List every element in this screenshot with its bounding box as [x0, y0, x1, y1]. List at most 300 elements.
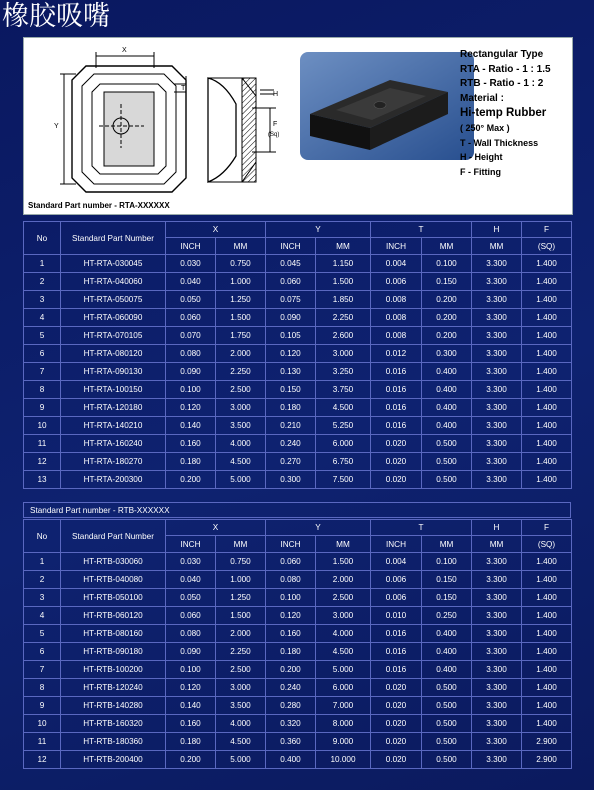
header-h: H	[472, 520, 522, 536]
cell-x-mm: 2.500	[216, 661, 266, 679]
cell-f-sq: 1.400	[522, 273, 572, 291]
cell-y-inch: 0.240	[266, 679, 316, 697]
cell-x-inch: 0.200	[166, 751, 216, 769]
cell-h-mm: 3.300	[472, 309, 522, 327]
cell-y-inch: 0.400	[266, 751, 316, 769]
cell-t-mm: 0.400	[422, 625, 472, 643]
cell-h-mm: 3.300	[472, 607, 522, 625]
cell-y-mm: 10.000	[316, 751, 371, 769]
cell-no: 3	[24, 291, 61, 309]
cell-no: 4	[24, 607, 61, 625]
header-f-sq: (SQ)	[522, 238, 572, 255]
cell-h-mm: 3.300	[472, 345, 522, 363]
cell-part-number: HT-RTB-160320	[61, 715, 166, 733]
cell-f-sq: 1.400	[522, 607, 572, 625]
cell-x-inch: 0.060	[166, 309, 216, 327]
cell-f-sq: 1.400	[522, 679, 572, 697]
cell-t-mm: 0.500	[422, 697, 472, 715]
cell-f-sq: 1.400	[522, 471, 572, 489]
cell-y-inch: 0.320	[266, 715, 316, 733]
header-x: X	[166, 222, 266, 238]
cell-f-sq: 1.400	[522, 417, 572, 435]
cell-y-mm: 3.750	[316, 381, 371, 399]
cell-x-mm: 3.500	[216, 697, 266, 715]
cell-t-inch: 0.004	[371, 553, 422, 571]
cell-y-mm: 5.250	[316, 417, 371, 435]
cell-f-sq: 1.400	[522, 327, 572, 345]
cell-no: 1	[24, 255, 61, 273]
product-info-panel	[23, 37, 573, 215]
header-f: F	[522, 222, 572, 238]
cell-no: 12	[24, 453, 61, 471]
cell-t-inch: 0.020	[371, 733, 422, 751]
cell-x-mm: 4.500	[216, 453, 266, 471]
rta-table-row	[24, 381, 572, 399]
cell-part-number: HT-RTB-040080	[61, 571, 166, 589]
cell-part-number: HT-RTA-060090	[61, 309, 166, 327]
cell-t-inch: 0.012	[371, 345, 422, 363]
cell-t-inch: 0.020	[371, 453, 422, 471]
cell-x-mm: 3.500	[216, 417, 266, 435]
cell-x-inch: 0.160	[166, 435, 216, 453]
cell-y-inch: 0.300	[266, 471, 316, 489]
cell-no: 2	[24, 273, 61, 291]
cell-y-inch: 0.270	[266, 453, 316, 471]
side-view-drawing	[208, 78, 279, 182]
cell-h-mm: 3.300	[472, 399, 522, 417]
spec-rtb-ratio: RTB - Ratio - 1 : 2	[460, 78, 544, 90]
cell-part-number: HT-RTA-160240	[61, 435, 166, 453]
cell-h-mm: 3.300	[472, 715, 522, 733]
spec-type: Rectangular Type	[460, 49, 544, 60]
cell-no: 10	[24, 417, 61, 435]
header-x: X	[166, 520, 266, 536]
cell-no: 9	[24, 399, 61, 417]
cell-t-inch: 0.016	[371, 625, 422, 643]
header-t-inch: INCH	[371, 238, 422, 255]
cell-h-mm: 3.300	[472, 435, 522, 453]
cell-x-inch: 0.090	[166, 643, 216, 661]
cell-h-mm: 3.300	[472, 453, 522, 471]
cell-x-inch: 0.040	[166, 273, 216, 291]
cell-part-number: HT-RTA-080120	[61, 345, 166, 363]
cell-no: 4	[24, 309, 61, 327]
rtb-table-row	[24, 751, 572, 769]
cell-no: 7	[24, 363, 61, 381]
cell-t-inch: 0.008	[371, 309, 422, 327]
cell-x-inch: 0.140	[166, 697, 216, 715]
cell-h-mm: 3.300	[472, 327, 522, 345]
cell-x-inch: 0.140	[166, 417, 216, 435]
cell-f-sq: 1.400	[522, 715, 572, 733]
cell-x-mm: 1.750	[216, 327, 266, 345]
cell-y-mm: 3.000	[316, 607, 371, 625]
cell-t-mm: 0.500	[422, 715, 472, 733]
cell-no: 5	[24, 625, 61, 643]
spec-rta-ratio: RTA - Ratio - 1 : 1.5	[460, 63, 551, 75]
cell-y-inch: 0.360	[266, 733, 316, 751]
cell-f-sq: 1.400	[522, 625, 572, 643]
cell-part-number: HT-RTA-050075	[61, 291, 166, 309]
cell-y-mm: 6.000	[316, 435, 371, 453]
cell-x-mm: 4.000	[216, 435, 266, 453]
cell-y-mm: 4.000	[316, 625, 371, 643]
cell-t-mm: 0.250	[422, 607, 472, 625]
rta-table-row	[24, 363, 572, 381]
rta-table-row	[24, 273, 572, 291]
header-t-inch: INCH	[371, 536, 422, 553]
rta-table-row	[24, 327, 572, 345]
cell-t-mm: 0.150	[422, 589, 472, 607]
rta-table-row	[24, 417, 572, 435]
cell-y-mm: 6.000	[316, 679, 371, 697]
cell-x-inch: 0.050	[166, 589, 216, 607]
cell-t-mm: 0.500	[422, 679, 472, 697]
cell-y-inch: 0.060	[266, 273, 316, 291]
page-title: 橡胶吸嘴	[2, 1, 110, 32]
cell-x-inch: 0.090	[166, 363, 216, 381]
cell-t-inch: 0.020	[371, 697, 422, 715]
cell-t-inch: 0.006	[371, 571, 422, 589]
rtb-table-row	[24, 715, 572, 733]
drawing-label-h: H	[273, 91, 279, 98]
spec-h-definition: H - Height	[460, 152, 503, 163]
cell-x-inch: 0.100	[166, 661, 216, 679]
spec-t-definition: T - Wall Thickness	[460, 137, 539, 148]
cell-y-inch: 0.200	[266, 661, 316, 679]
cell-part-number: HT-RTB-180360	[61, 733, 166, 751]
cell-no: 8	[24, 679, 61, 697]
header-f: F	[522, 520, 572, 536]
drawing-label-f: F	[273, 121, 278, 128]
cell-f-sq: 1.400	[522, 697, 572, 715]
cell-t-inch: 0.006	[371, 273, 422, 291]
cell-h-mm: 3.300	[472, 471, 522, 489]
cell-t-mm: 0.200	[422, 327, 472, 345]
header-y: Y	[266, 520, 371, 536]
cell-no: 10	[24, 715, 61, 733]
cell-x-mm: 3.000	[216, 399, 266, 417]
cell-t-inch: 0.016	[371, 661, 422, 679]
cell-f-sq: 1.400	[522, 661, 572, 679]
cell-x-mm: 1.500	[216, 309, 266, 327]
rta-table-row	[24, 471, 572, 489]
rtb-table-row	[24, 733, 572, 751]
cell-t-mm: 0.400	[422, 363, 472, 381]
cell-part-number: HT-RTA-180270	[61, 453, 166, 471]
cell-part-number: HT-RTB-030060	[61, 553, 166, 571]
rtb-table-row	[24, 589, 572, 607]
rtb-table-row	[24, 661, 572, 679]
header-y-inch: INCH	[266, 536, 316, 553]
cell-t-mm: 0.150	[422, 571, 472, 589]
drawing-label-x: X	[122, 47, 127, 54]
cell-h-mm: 3.300	[472, 643, 522, 661]
cell-t-inch: 0.016	[371, 381, 422, 399]
cell-part-number: HT-RTB-200400	[61, 751, 166, 769]
cell-y-inch: 0.075	[266, 291, 316, 309]
cell-t-mm: 0.500	[422, 471, 472, 489]
rta-table-row	[24, 255, 572, 273]
header-x-inch: INCH	[166, 536, 216, 553]
cell-f-sq: 2.900	[522, 733, 572, 751]
drawing-label-sq: (Sq)	[268, 132, 280, 138]
cell-y-inch: 0.120	[266, 607, 316, 625]
cell-x-inch: 0.030	[166, 255, 216, 273]
cell-x-mm: 3.000	[216, 679, 266, 697]
cell-t-mm: 0.500	[422, 453, 472, 471]
product-photo	[300, 52, 474, 160]
cell-no: 11	[24, 435, 61, 453]
rtb-table-row	[24, 571, 572, 589]
cell-t-inch: 0.008	[371, 291, 422, 309]
cell-x-inch: 0.050	[166, 291, 216, 309]
rtb-table-row	[24, 607, 572, 625]
cell-t-inch: 0.016	[371, 417, 422, 435]
cell-part-number: HT-RTA-140210	[61, 417, 166, 435]
cell-t-inch: 0.010	[371, 607, 422, 625]
cell-y-mm: 2.000	[316, 571, 371, 589]
cell-y-mm: 4.500	[316, 643, 371, 661]
cell-t-mm: 0.400	[422, 661, 472, 679]
cell-y-inch: 0.130	[266, 363, 316, 381]
cell-h-mm: 3.300	[472, 661, 522, 679]
cell-y-mm: 1.500	[316, 553, 371, 571]
cell-x-mm: 1.000	[216, 273, 266, 291]
header-no: No	[24, 222, 61, 255]
cell-part-number: HT-RTB-060120	[61, 607, 166, 625]
cell-x-mm: 5.000	[216, 751, 266, 769]
cell-x-inch: 0.030	[166, 553, 216, 571]
cell-y-inch: 0.105	[266, 327, 316, 345]
cell-x-inch: 0.060	[166, 607, 216, 625]
cell-part-number: HT-RTA-200300	[61, 471, 166, 489]
cell-t-mm: 0.100	[422, 553, 472, 571]
cell-no: 9	[24, 697, 61, 715]
cell-x-mm: 2.500	[216, 381, 266, 399]
cell-y-inch: 0.045	[266, 255, 316, 273]
cell-y-inch: 0.240	[266, 435, 316, 453]
cell-f-sq: 1.400	[522, 453, 572, 471]
cell-f-sq: 1.400	[522, 363, 572, 381]
rta-table-row	[24, 309, 572, 327]
cell-f-sq: 1.400	[522, 381, 572, 399]
rtb-table-row	[24, 643, 572, 661]
rta-part-number-note: Standard Part number - RTA-XXXXXX	[28, 201, 170, 210]
cell-h-mm: 3.300	[472, 733, 522, 751]
cell-t-mm: 0.500	[422, 435, 472, 453]
cell-x-inch: 0.080	[166, 625, 216, 643]
cell-h-mm: 3.300	[472, 273, 522, 291]
cell-y-mm: 8.000	[316, 715, 371, 733]
cell-t-mm: 0.200	[422, 309, 472, 327]
cell-no: 6	[24, 345, 61, 363]
cell-h-mm: 3.300	[472, 553, 522, 571]
rta-table-row	[24, 435, 572, 453]
cell-part-number: HT-RTA-120180	[61, 399, 166, 417]
cell-f-sq: 1.400	[522, 571, 572, 589]
cell-f-sq: 1.400	[522, 255, 572, 273]
cell-f-sq: 1.400	[522, 643, 572, 661]
header-t-mm: MM	[422, 536, 472, 553]
rtb-table-row	[24, 679, 572, 697]
cell-x-mm: 1.250	[216, 589, 266, 607]
cell-y-mm: 2.250	[316, 309, 371, 327]
cell-f-sq: 1.400	[522, 435, 572, 453]
cell-x-inch: 0.180	[166, 733, 216, 751]
cell-x-mm: 1.250	[216, 291, 266, 309]
cell-no: 7	[24, 661, 61, 679]
cell-t-mm: 0.500	[422, 751, 472, 769]
header-f-sq: (SQ)	[522, 536, 572, 553]
cell-t-mm: 0.200	[422, 291, 472, 309]
header-t-mm: MM	[422, 238, 472, 255]
cell-x-mm: 2.000	[216, 625, 266, 643]
cell-y-inch: 0.120	[266, 345, 316, 363]
cell-x-mm: 2.250	[216, 363, 266, 381]
cell-part-number: HT-RTB-100200	[61, 661, 166, 679]
header-y-mm: MM	[316, 536, 371, 553]
cell-h-mm: 3.300	[472, 363, 522, 381]
cell-no: 6	[24, 643, 61, 661]
cell-t-inch: 0.006	[371, 589, 422, 607]
cell-y-mm: 2.500	[316, 589, 371, 607]
cell-part-number: HT-RTB-120240	[61, 679, 166, 697]
cell-no: 13	[24, 471, 61, 489]
cell-y-mm: 4.500	[316, 399, 371, 417]
cell-x-mm: 4.500	[216, 733, 266, 751]
cell-x-inch: 0.040	[166, 571, 216, 589]
cell-y-inch: 0.100	[266, 589, 316, 607]
cell-f-sq: 1.400	[522, 553, 572, 571]
cell-x-inch: 0.070	[166, 327, 216, 345]
cell-x-inch: 0.120	[166, 399, 216, 417]
rta-table-row	[24, 291, 572, 309]
spec-f-definition: F - Fitting	[460, 166, 501, 177]
rta-table-row	[24, 453, 572, 471]
cell-y-mm: 2.600	[316, 327, 371, 345]
cell-t-inch: 0.016	[371, 643, 422, 661]
cell-h-mm: 3.300	[472, 589, 522, 607]
cell-y-inch: 0.280	[266, 697, 316, 715]
cell-y-inch: 0.060	[266, 553, 316, 571]
cell-t-inch: 0.020	[371, 435, 422, 453]
rta-table-row	[24, 399, 572, 417]
cell-y-inch: 0.180	[266, 399, 316, 417]
cell-t-inch: 0.020	[371, 471, 422, 489]
cell-y-inch: 0.210	[266, 417, 316, 435]
cell-x-inch: 0.080	[166, 345, 216, 363]
cell-f-sq: 1.400	[522, 589, 572, 607]
cell-t-mm: 0.400	[422, 643, 472, 661]
cell-t-mm: 0.100	[422, 255, 472, 273]
technical-drawing	[24, 38, 294, 214]
cell-t-mm: 0.300	[422, 345, 472, 363]
cell-y-mm: 5.000	[316, 661, 371, 679]
cell-no: 11	[24, 733, 61, 751]
cell-x-mm: 0.750	[216, 255, 266, 273]
cell-y-inch: 0.150	[266, 381, 316, 399]
drawing-label-y: Y	[54, 123, 59, 130]
cell-t-inch: 0.008	[371, 327, 422, 345]
cell-x-mm: 5.000	[216, 471, 266, 489]
header-x-mm: MM	[216, 536, 266, 553]
spec-material-label: Material :	[460, 92, 504, 104]
header-y: Y	[266, 222, 371, 238]
cell-x-mm: 2.000	[216, 345, 266, 363]
header-no: No	[24, 520, 61, 553]
cell-no: 8	[24, 381, 61, 399]
header-x-mm: MM	[216, 238, 266, 255]
cell-f-sq: 1.400	[522, 345, 572, 363]
cell-y-mm: 7.000	[316, 697, 371, 715]
header-y-inch: INCH	[266, 238, 316, 255]
cell-part-number: HT-RTA-100150	[61, 381, 166, 399]
cell-t-inch: 0.020	[371, 751, 422, 769]
cell-h-mm: 3.300	[472, 417, 522, 435]
cell-h-mm: 3.300	[472, 571, 522, 589]
cell-x-inch: 0.120	[166, 679, 216, 697]
rtb-part-number-note: Standard Part number - RTB-XXXXXX	[23, 502, 571, 518]
cell-part-number: HT-RTB-050100	[61, 589, 166, 607]
rta-table	[23, 221, 572, 489]
cell-part-number: HT-RTB-140280	[61, 697, 166, 715]
cell-x-mm: 1.000	[216, 571, 266, 589]
cell-x-inch: 0.180	[166, 453, 216, 471]
header-y-mm: MM	[316, 238, 371, 255]
front-view-drawing	[60, 52, 186, 192]
cell-no: 1	[24, 553, 61, 571]
cell-part-number: HT-RTA-030045	[61, 255, 166, 273]
cell-t-inch: 0.020	[371, 679, 422, 697]
rtb-table-row	[24, 697, 572, 715]
rta-table-row	[24, 345, 572, 363]
cell-t-inch: 0.016	[371, 363, 422, 381]
cell-x-mm: 4.000	[216, 715, 266, 733]
cell-f-sq: 1.400	[522, 309, 572, 327]
cell-t-inch: 0.004	[371, 255, 422, 273]
cell-y-inch: 0.180	[266, 643, 316, 661]
cell-part-number: HT-RTA-040060	[61, 273, 166, 291]
drawing-label-t: T	[181, 85, 186, 92]
spec-max-temp: ( 250° Max )	[460, 122, 510, 133]
header-part-number: Standard Part Number	[61, 222, 166, 255]
header-x-inch: INCH	[166, 238, 216, 255]
spec-block	[460, 48, 570, 179]
cell-x-mm: 1.500	[216, 607, 266, 625]
cell-y-mm: 1.150	[316, 255, 371, 273]
cell-y-mm: 9.000	[316, 733, 371, 751]
cell-no: 5	[24, 327, 61, 345]
cell-y-inch: 0.160	[266, 625, 316, 643]
rtb-table-row	[24, 553, 572, 571]
header-h-mm: MM	[472, 238, 522, 255]
cell-no: 2	[24, 571, 61, 589]
header-t: T	[371, 222, 472, 238]
cell-y-mm: 3.000	[316, 345, 371, 363]
cell-t-mm: 0.400	[422, 399, 472, 417]
header-h: H	[472, 222, 522, 238]
cell-h-mm: 3.300	[472, 697, 522, 715]
cell-t-mm: 0.150	[422, 273, 472, 291]
cell-t-mm: 0.500	[422, 733, 472, 751]
cell-part-number: HT-RTB-080160	[61, 625, 166, 643]
cell-x-inch: 0.160	[166, 715, 216, 733]
cell-f-sq: 1.400	[522, 399, 572, 417]
rtb-header-row-1	[24, 520, 572, 536]
cell-h-mm: 3.300	[472, 255, 522, 273]
cell-x-mm: 2.250	[216, 643, 266, 661]
